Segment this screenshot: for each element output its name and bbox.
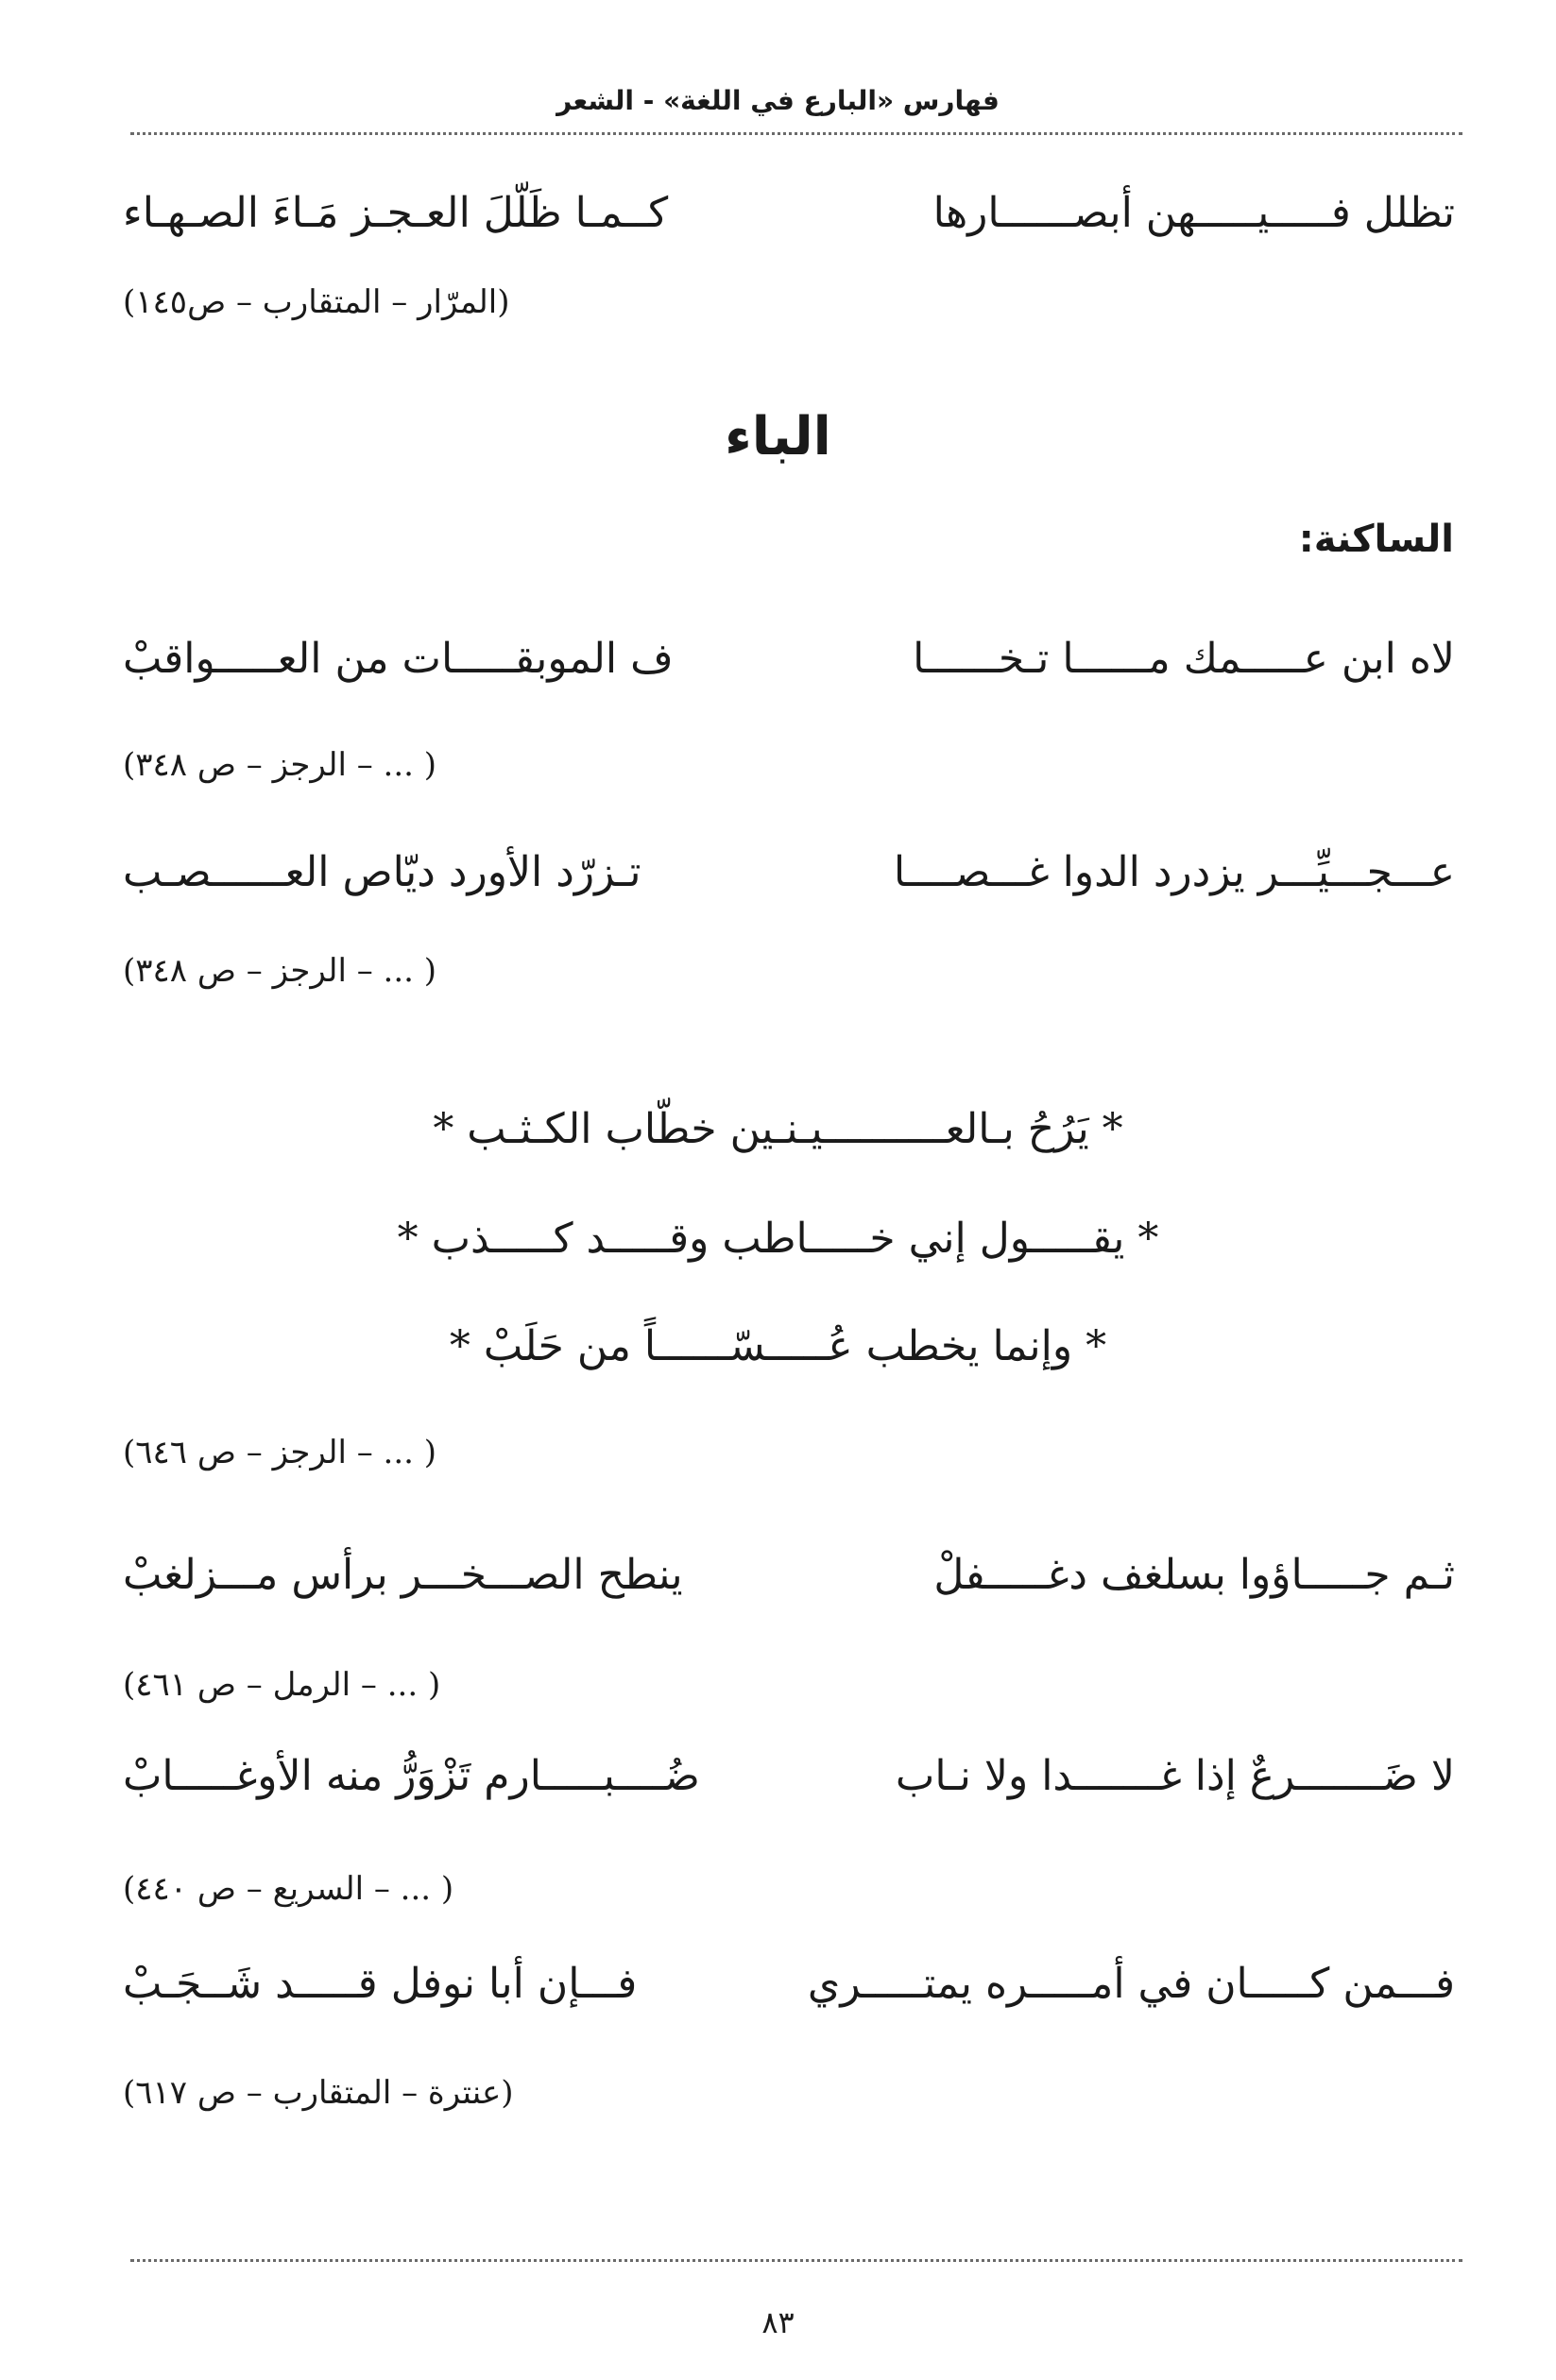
verse-second-hemistich: فـــإن أبا نوفل قـــــد شَــجَـبْ bbox=[123, 1960, 638, 2008]
header-divider bbox=[130, 132, 1462, 135]
subsection-title: الساكنة: bbox=[1298, 518, 1454, 561]
verse-line bbox=[123, 1752, 1455, 1818]
verse-first-hemistich: لاه ابن عـــــمك مــــــا تـخــــــا bbox=[913, 635, 1455, 683]
running-title: فهارس «البارع في اللغة» - الشعر bbox=[556, 85, 1000, 116]
verse-reference: ( ... – الرجز – ص ٣٤٨) bbox=[123, 952, 437, 990]
verse-reference: ( ... – الرجز – ص ٦٤٦) bbox=[123, 1434, 437, 1471]
verse-first-hemistich: ثـم جـــــاؤوا بسلغف دغـــــفلْ bbox=[933, 1551, 1455, 1599]
verse-first-hemistich: عـــجـــيِّـــر يزدرد الدوا غـــصــــا bbox=[893, 848, 1455, 896]
section-title: الباء bbox=[725, 406, 831, 468]
verse-second-hemistich: ضُــــبـــــارم تَزْوَرُّ منه الأوغـــــابْ bbox=[123, 1752, 700, 1800]
verse-line bbox=[123, 848, 1455, 914]
rajaz-line: * وإنما يخطب عُـــــسّــــــاً من حَلَبْ * bbox=[449, 1322, 1107, 1370]
verse-reference: (عنترة – المتقارب – ص ٦١٧) bbox=[123, 2074, 514, 2112]
verse-line bbox=[123, 1960, 1455, 2026]
verse-second-hemistich: ف الموبقـــــات من العـــــواقبْ bbox=[123, 635, 674, 683]
verse-line bbox=[123, 1551, 1455, 1617]
verse-second-hemistich: كــمـا ظَلّلَ العـجـز مَـاءَ الصـهـاء bbox=[123, 189, 669, 237]
verse-reference: ( ... – الرجز – ص ٣٤٨) bbox=[123, 746, 437, 784]
verse-first-hemistich: لا ضَـــــــرعٌ إذا غـــــــدا ولا نـاب bbox=[895, 1752, 1455, 1800]
verse-reference: ( ... – الرمل – ص ٤٦١) bbox=[123, 1666, 441, 1704]
verse-first-hemistich: فـــمن كـــــان في أمـــــره يمتـــــري bbox=[807, 1960, 1455, 2008]
verse-reference: ( ... – السريع – ص ٤٤٠) bbox=[123, 1870, 454, 1908]
footer-divider bbox=[130, 2259, 1462, 2262]
page-number: ٨٣ bbox=[761, 2304, 795, 2340]
verse-second-hemistich: تـزرّد الأورد ديّاص العــــــصـب bbox=[123, 848, 641, 896]
verse-line bbox=[123, 189, 1455, 255]
verse-reference: (المرّار – المتقارب – ص١٤٥) bbox=[123, 283, 510, 321]
rajaz-line: * يَرُحُ بـالعــــــــــيـنـين خطّاب الكـثـب * bbox=[433, 1105, 1123, 1153]
verse-line bbox=[123, 635, 1455, 701]
verse-second-hemistich: ينطح الصـــخـــر برأس مـــزلغبْ bbox=[123, 1551, 683, 1599]
rajaz-line: * يقـــــول إني خـــــاطب وقـــــد كـــــذب * bbox=[397, 1215, 1159, 1263]
verse-first-hemistich: تظلل فـــــيـــــهن أبصــــــارها bbox=[932, 189, 1455, 237]
